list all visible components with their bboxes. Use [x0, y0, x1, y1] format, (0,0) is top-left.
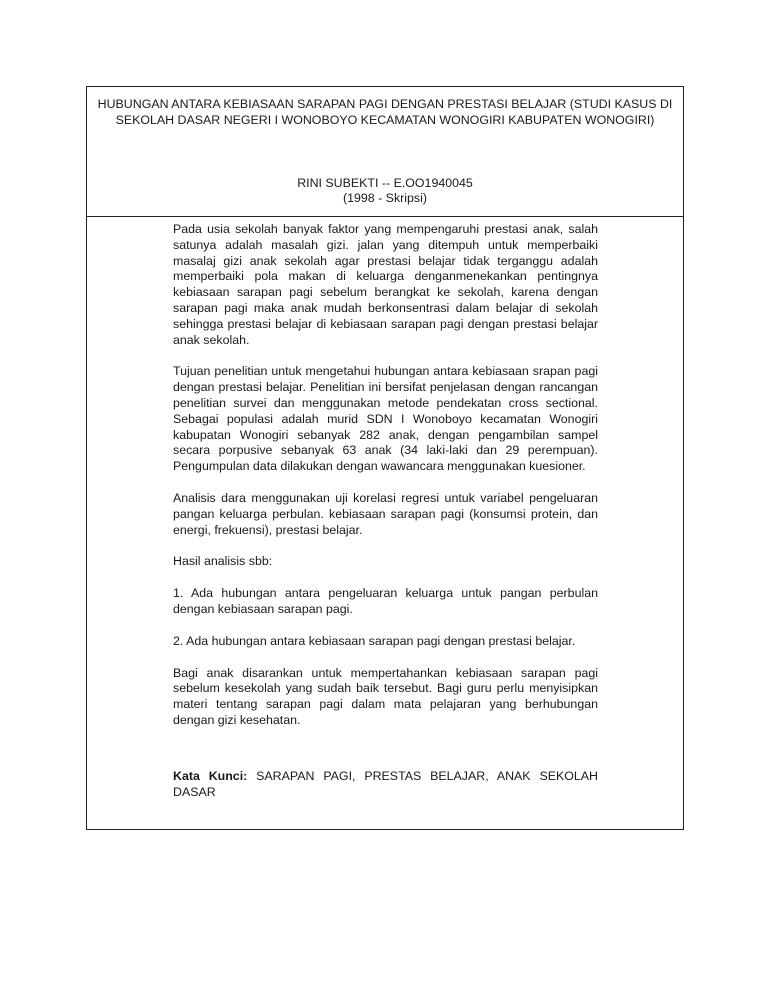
- keywords-label: Kata Kunci:: [173, 768, 248, 783]
- year-type-line: (1998 - Skripsi): [342, 191, 427, 205]
- abstract-paragraph-2: Tujuan penelitian untuk mengetahui hubungan antara kebiasaan srapan pagi dengan prestasi belajar. Penelitian ini bersifat penjelasan dengan rancangan penelitian survei dan menggunakan metode pendekatan cross sectional. Sebagai populasi adalah murid SDN I Wonoboyo kecamatan Wonogiri kabupatan Wonogiri sebanyak 282 anak, dengan pengambilan sampel secara porpusive sebanyak 63 anak (34 laki-laki dan 29 perempuan). Pengumpulan data dilakukan dengan wawancara menggunakan kuesioner.: [173, 364, 598, 474]
- author-line: RINI SUBEKTI -- E.OO1940045: [297, 176, 473, 190]
- abstract-paragraph-4: Hasil analisis sbb:: [173, 554, 273, 569]
- keywords-paragraph: [173, 769, 598, 801]
- document-frame: [86, 86, 684, 830]
- document-header: [87, 87, 683, 217]
- abstract-body: [173, 222, 598, 816]
- abstract-paragraph-6: 2. Ada hubungan antara kebiasaan sarapan pagi dengan prestasi belajar.: [173, 633, 576, 648]
- keywords-text: SARAPAN PAGI, PRESTAS BELAJAR, ANAK SEKOLAH DASAR: [173, 768, 598, 799]
- abstract-paragraph-7: Bagi anak disarankan untuk mempertahankan kebiasaan sarapan pagi sebelum kesekolah yang sudah baik tersebut. Bagi guru perlu menyisipkan materi tentang sarapan pagi dalam mata pelajaran yang berhubungan dengan gizi kesehatan.: [173, 665, 598, 727]
- abstract-paragraph-3: Analisis dara menggunakan uji korelasi regresi untuk variabel pengeluaran pangan keluarga perbulan. kebiasaan sarapan pagi (konsumsi protein, dan energi, frekuensi), prestasi belajar.: [173, 490, 598, 537]
- abstract-paragraph-1: Pada usia sekolah banyak faktor yang mempengaruhi prestasi anak, salah satunya adalah masalah gizi. jalan yang ditempuh untuk memperbaiki masalaj gizi anak sekolah agar prestasi belajar tidak terganggu adalah memperbaiki pola makan di keluarga denganmenekankan pentingnya kebiasaan sarapan pagi sebelum berangkat ke sekolah, karena dengan sarapan pagi maka anak mudah berkonsentrasi dalam belajar di sekolah sehingga prestasi belajar di kebiasaan sarapan pagi dengan prestasi belajar anak sekolah.: [173, 222, 598, 347]
- document-title: HUBUNGAN ANTARA KEBIASAAN SARAPAN PAGI DENGAN PRESTASI BELAJAR (STUDI KASUS DI SEKOLAH DASAR NEGERI I WONOBOYO KECAMATAN WONOGIRI KABUPATEN WONOGIRI): [97, 97, 673, 127]
- abstract-paragraph-5: 1. Ada hubungan antara pengeluaran keluarga untuk pangan perbulan dengan kebiasaan sarapan pagi.: [173, 586, 598, 616]
